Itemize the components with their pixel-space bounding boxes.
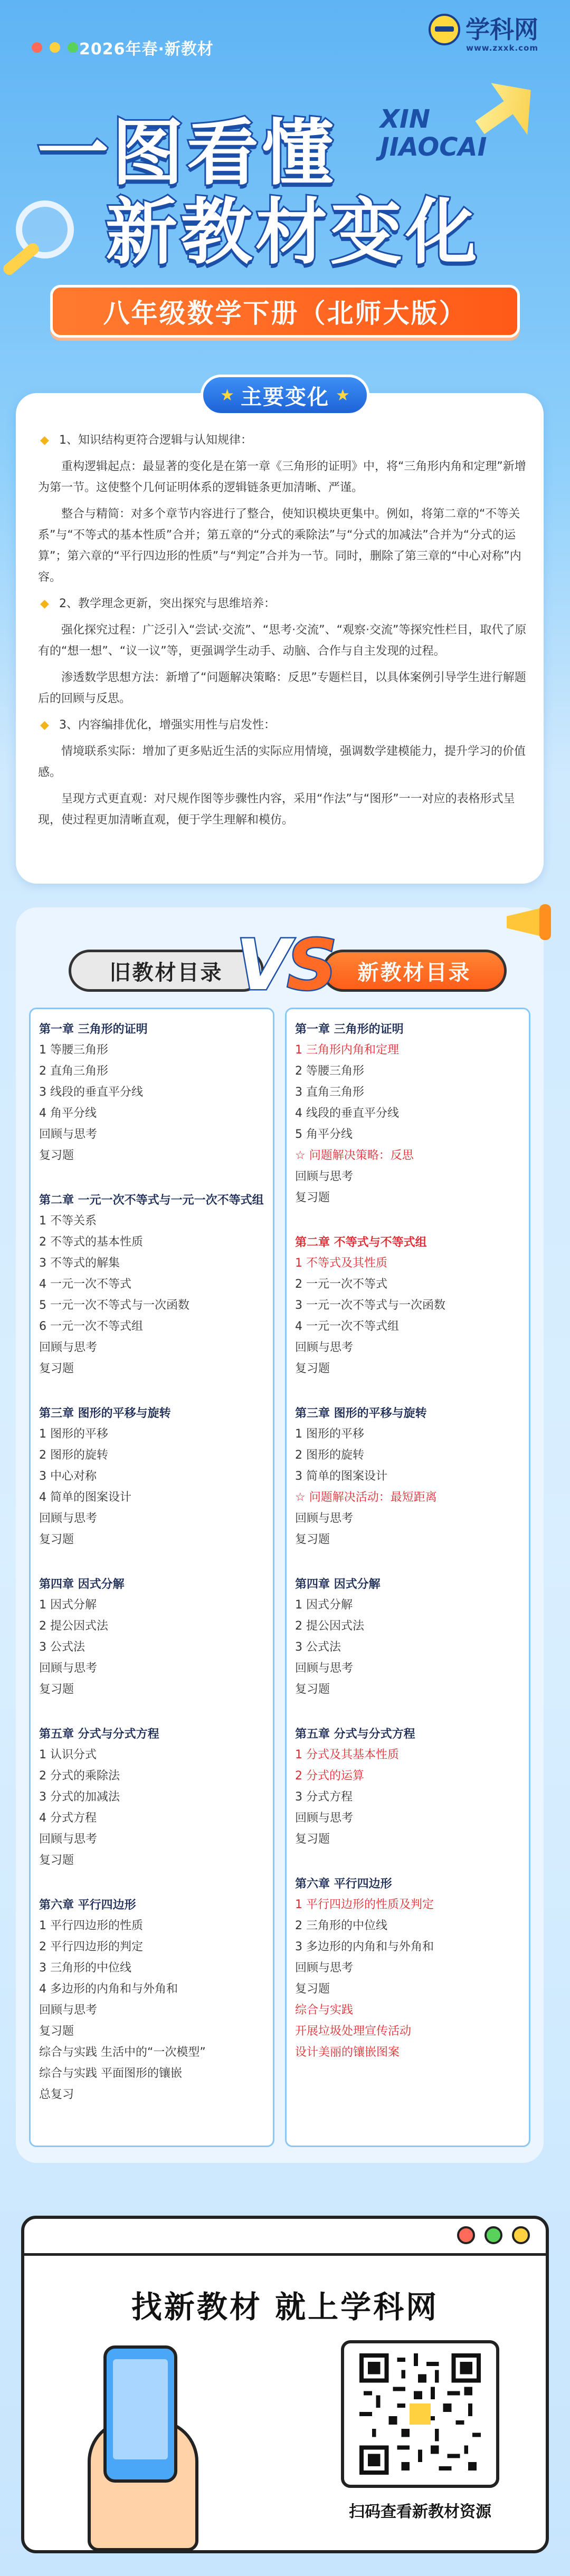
catalog-item: 2 平行四边形的判定 <box>39 1940 143 1953</box>
catalog-item: 3 中心对称 <box>39 1470 97 1483</box>
catalog-item: 1 不等关系 <box>39 1214 97 1228</box>
catalog-item: 复习题 <box>39 1149 74 1162</box>
catalog-item: 1 图形的平移 <box>295 1428 364 1441</box>
chapter-block <box>295 1575 520 1700</box>
qr-caption: 扫码查看新教材资源 <box>349 2503 491 2521</box>
catalog-item: 3 不等式的解集 <box>39 1257 120 1270</box>
footer-slogan: 找新教材 就上学科网 <box>131 2289 439 2325</box>
megaphone-rim <box>539 904 551 940</box>
brand-url: www.zxxk.com <box>466 43 538 53</box>
catalog-item: 复习题 <box>295 1833 330 1846</box>
catalog-item: 4 线段的垂直平分线 <box>295 1107 399 1120</box>
change-paragraph: 整合与精简：对多个章节内容进行了整合，使知识模块更集中。例如，将第二章的“不等关系”与“不等式的基本性质”合并；第五章的“分式的乘除法”与“分式的加减法”合并为“分式的运算”；第六章的“平行四边形的性质”与“判定”合并为一节。同时，删除了第三章的“中心对称”内容。 <box>38 507 521 584</box>
catalog-item: 复习题 <box>295 1191 330 1204</box>
dot-yellow <box>50 42 60 53</box>
catalog-item: 1 等腰三角形 <box>39 1043 108 1057</box>
catalog-item: 1 分式及其基本性质 <box>295 1748 399 1761</box>
chapter-title: 第四章 因式分解 <box>39 1578 125 1591</box>
chapter-block <box>39 1575 264 1700</box>
footer-title-bar <box>24 2219 546 2256</box>
vs-s: S <box>287 925 334 1006</box>
catalog-item: 复习题 <box>39 1854 74 1867</box>
catalog-item: 回顾与思考 <box>295 1662 354 1675</box>
catalog-item: 复习题 <box>39 2025 74 2038</box>
catalog-item: 3 简单的图案设计 <box>295 1470 387 1483</box>
dot-red <box>32 42 42 53</box>
pinyin-line2: JIAOCAI <box>380 132 487 162</box>
catalog-item: 设计美丽的镶嵌图案 <box>295 2046 400 2059</box>
chapter-title: 第四章 因式分解 <box>295 1578 381 1591</box>
subtitle: 八年级数学下册（北师大版） <box>103 298 467 329</box>
catalog-item: 综合与实践 生活中的“一次模型” <box>39 2046 206 2059</box>
catalog-item: 复习题 <box>295 1983 330 1996</box>
star-icon: ★ <box>220 386 234 405</box>
catalog-item: 综合与实践 <box>295 2004 354 2017</box>
pinyin-line1: XIN <box>380 104 431 134</box>
catalog-item: 3 直角三角形 <box>295 1086 364 1099</box>
change-point-heading: ◆ 2、教学理念更新，突出探究与思维培养： <box>38 593 529 615</box>
catalog-item: 2 等腰三角形 <box>295 1065 364 1078</box>
change-paragraph: 情境联系实际：增加了更多贴近生活的实际应用情境，强调数学建模能力，提升学习的价值感。 <box>38 745 526 779</box>
catalog-item: 2 三角形的中位线 <box>295 1919 387 1932</box>
catalog-item: 1 三角形内角和定理 <box>295 1043 399 1057</box>
star-icon: ★ <box>336 386 350 405</box>
catalog-item: 回顾与思考 <box>39 1662 98 1675</box>
chapter-block <box>39 1725 264 1871</box>
catalog-item: 4 一元一次不等式组 <box>295 1320 399 1333</box>
megaphone-icon <box>501 892 559 950</box>
chapter-block <box>39 1895 264 2105</box>
catalog-item: 4 角平分线 <box>39 1107 97 1120</box>
vs-badge <box>232 925 338 1006</box>
catalog-item: 回顾与思考 <box>295 1170 354 1183</box>
catalog-item: 1 不等式及其性质 <box>295 1257 387 1270</box>
phone-shape <box>103 2345 177 2483</box>
new-catalog-column <box>285 1008 530 2147</box>
main-changes-tag <box>201 375 369 416</box>
catalog-item: 3 多边形的内角和与外角和 <box>295 1940 434 1953</box>
main-title-line1: 一图看懂 <box>37 112 337 195</box>
dot-green <box>68 42 78 53</box>
catalog-item: ☆ 问题解决策略：反思 <box>295 1149 414 1162</box>
chapter-block <box>295 1404 520 1550</box>
chapter-block <box>295 1233 520 1380</box>
change-paragraph: 呈现方式更直观：对尺规作图等步骤性内容，采用“作法”与“图形”一一对应的表格形式呈现，使过程更加清晰直观，便于学生理解和模仿。 <box>38 792 515 827</box>
chapter-block <box>295 1020 520 1209</box>
catalog-item: 1 平行四边形的性质 <box>39 1919 143 1932</box>
hand-holding-phone-icon <box>82 2340 204 2553</box>
change-point-heading: ◆ 3、内容编排优化，增强实用性与启发性： <box>38 715 529 736</box>
chapter-title: 第二章 不等式与不等式组 <box>295 1236 427 1249</box>
season-label: 2026年春·新教材 <box>79 40 214 59</box>
megaphone-body <box>507 907 544 937</box>
catalog-item: 1 图形的平移 <box>39 1428 108 1441</box>
change-paragraph: 强化探究过程：广泛引入“尝试·交流”、“思考·交流”、“观察·交流”等探究性栏目，取代了原有的“想一想”、“议一议”等，更强调学生动手、动脑、合作与自主发现的过程。 <box>38 624 527 658</box>
brand[interactable] <box>429 14 538 53</box>
chapter-title: 第二章 一元一次不等式与一元一次不等式组 <box>39 1194 264 1207</box>
catalog-item: 回顾与思考 <box>39 1833 98 1846</box>
vs-v: V <box>236 925 287 1006</box>
footer-card <box>21 2216 549 2553</box>
catalog-item: 5 一元一次不等式与一次函数 <box>39 1299 189 1312</box>
catalog-item: 复习题 <box>295 1362 330 1375</box>
chapter-title: 第一章 三角形的证明 <box>39 1023 148 1036</box>
new-catalog-label: 新教材目录 <box>322 950 507 992</box>
catalog-item: 1 因式分解 <box>295 1598 353 1612</box>
catalog-item: 复习题 <box>295 1683 330 1696</box>
catalog-item: 2 提公因式法 <box>39 1620 108 1633</box>
qr-code-frame[interactable] <box>341 2340 499 2488</box>
chapter-block <box>39 1191 264 1380</box>
catalog-item: 1 因式分解 <box>39 1598 97 1612</box>
chapter-title: 第五章 分式与分式方程 <box>39 1728 159 1741</box>
catalog-item: 5 角平分线 <box>295 1128 353 1141</box>
main-changes-text <box>38 430 529 836</box>
phone-screen <box>113 2359 168 2459</box>
dot-yellow <box>512 2226 530 2244</box>
footer-dots <box>457 2226 530 2244</box>
catalog-item: 回顾与思考 <box>39 1512 98 1525</box>
brand-name: 学科网 <box>466 15 538 44</box>
catalog-item: 回顾与思考 <box>295 1812 354 1825</box>
catalog-item: 4 一元一次不等式 <box>39 1278 131 1291</box>
catalog-item: 回顾与思考 <box>39 1128 98 1141</box>
dot-red <box>457 2226 475 2244</box>
qr-code-icon[interactable] <box>359 2353 481 2475</box>
catalog-item: 2 分式的乘除法 <box>39 1769 120 1783</box>
catalog-item: 3 分式的加减法 <box>39 1790 120 1804</box>
change-paragraph: 渗透数学思想方法：新增了“问题解决策略：反思”专题栏目，以具体案例引导学生进行解题后的回顾与反思。 <box>38 671 526 705</box>
chapter-title: 第五章 分式与分式方程 <box>295 1728 415 1741</box>
catalog-item: 回顾与思考 <box>295 1341 354 1354</box>
catalog-item: 6 一元一次不等式组 <box>39 1320 143 1333</box>
catalog-item: 2 不等式的基本性质 <box>39 1236 143 1249</box>
window-dots <box>32 42 78 53</box>
catalog-item: 回顾与思考 <box>39 2004 98 2017</box>
subtitle-banner <box>50 285 520 338</box>
graduation-cap-logo-icon <box>429 14 460 45</box>
dot-green <box>484 2226 502 2244</box>
catalog-item: 2 图形的旋转 <box>39 1449 108 1462</box>
catalog-item: 1 平行四边形的性质及判定 <box>295 1898 434 1911</box>
old-catalog-column <box>29 1008 274 2147</box>
catalog-item: 回顾与思考 <box>39 1341 98 1354</box>
main-title-line2: 新教材变化 <box>106 191 480 274</box>
catalog-item: 3 三角形的中位线 <box>39 1961 131 1975</box>
catalog-item: 开展垃圾处理宣传活动 <box>295 2025 412 2038</box>
catalog-item: 2 一元一次不等式 <box>295 1278 387 1291</box>
catalog-item: 回顾与思考 <box>295 1961 354 1975</box>
chapter-title: 第一章 三角形的证明 <box>295 1023 404 1036</box>
catalog-item: 回顾与思考 <box>295 1512 354 1525</box>
catalog-item: 复习题 <box>39 1362 74 1375</box>
chapter-title: 第六章 平行四边形 <box>295 1878 392 1891</box>
catalog-item: 3 线段的垂直平分线 <box>39 1086 143 1099</box>
catalog-item: 4 分式方程 <box>39 1812 97 1825</box>
chapter-title: 第三章 图形的平移与旋转 <box>295 1407 427 1420</box>
catalog-item: 3 分式方程 <box>295 1790 353 1804</box>
change-paragraph: 重构逻辑起点：最显著的变化是在第一章《三角形的证明》中，将“三角形内角和定理”新增为第一节。这使整个几何证明体系的逻辑链条更加清晰、严谨。 <box>38 460 526 494</box>
pinyin-label <box>380 106 487 161</box>
catalog-item: 3 一元一次不等式与一次函数 <box>295 1299 445 1312</box>
catalog-item: 复习题 <box>39 1533 74 1546</box>
main-changes-title: 主要变化 <box>241 385 329 409</box>
catalog-item: 3 公式法 <box>39 1641 85 1654</box>
catalog-item: 2 图形的旋转 <box>295 1449 364 1462</box>
catalog-item: 综合与实践 平面图形的镶嵌 <box>39 2067 182 2080</box>
chapter-title: 第三章 图形的平移与旋转 <box>39 1407 171 1420</box>
chapter-block <box>39 1020 264 1166</box>
change-point-heading: ◆ 1、知识结构更符合逻辑与认知规律： <box>38 430 529 451</box>
catalog-item: 总复习 <box>39 2088 74 2101</box>
chapter-block <box>39 1404 264 1550</box>
catalog-item: ☆ 问题解决活动：最短距离 <box>295 1491 437 1504</box>
chapter-block <box>295 1725 520 1850</box>
catalog-item: 复习题 <box>295 1533 330 1546</box>
catalog-item: 4 简单的图案设计 <box>39 1491 131 1504</box>
catalog-item: 1 认识分式 <box>39 1748 97 1761</box>
old-catalog-label: 旧教材目录 <box>69 950 264 992</box>
catalog-item: 2 提公因式法 <box>295 1620 364 1633</box>
catalog-item: 2 直角三角形 <box>39 1065 108 1078</box>
catalog-item: 复习题 <box>39 1683 74 1696</box>
catalog-item: 3 公式法 <box>295 1641 341 1654</box>
catalog-item: 2 分式的运算 <box>295 1769 364 1783</box>
chapter-block <box>295 1874 520 2063</box>
catalog-item: 4 多边形的内角和与外角和 <box>39 1983 178 1996</box>
chapter-title: 第六章 平行四边形 <box>39 1899 136 1912</box>
